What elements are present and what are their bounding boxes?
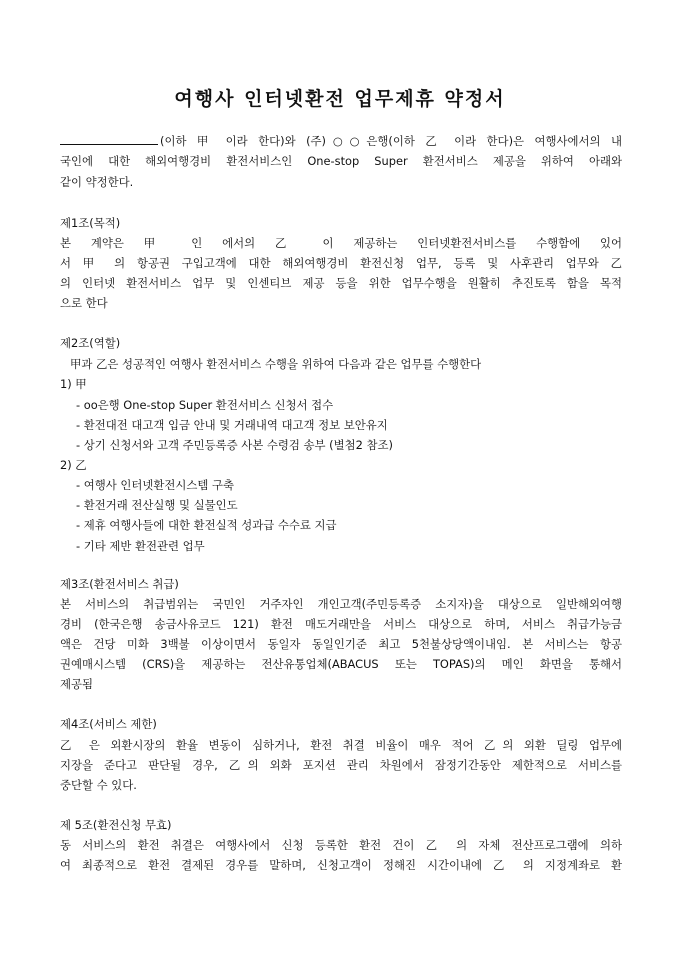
party-name-blank [60, 133, 158, 145]
article4-line-3: 중단할 수 있다. [60, 778, 137, 792]
article2-party1-item: - oo은행 One-stop Super 환전서비스 신청서 접수 [76, 398, 334, 412]
intro-line-1-text: (이하 甲 이라 한다)와 (주)○○은행(이하 乙 이라 한다)은 여행사에서의 내 [160, 134, 622, 148]
article3-line-1: 본 서비스의 취급범위는 국민인 거주자인 개인고객(주민등록증 소지자)을 대상으로 일반해외여행 [60, 597, 622, 611]
intro-line-3: 같이 약정한다. [60, 175, 134, 189]
article2-intro: 甲과 乙은 성공적인 여행사 환전서비스 수행을 위하여 다음과 같은 업무를 수행한다 [70, 357, 482, 371]
article2-party2-item: - 여행사 인터넷환전시스템 구축 [76, 478, 235, 492]
article3-line-5: 제공됨 [60, 677, 94, 691]
article4-heading: 제4조(서비스 제한) [60, 717, 157, 731]
article3-line-4: 권예매시스템 (CRS)을 제공하는 전산유통업체(ABACUS 또는 TOPAS)의 메인 화면을 통해서 [60, 657, 622, 671]
article1-heading: 제1조(목적) [60, 216, 121, 230]
article5-line-2: 여 최종적으로 환전 결제된 경우를 말하며, 신청고객이 정해진 시간이내에 乙 의 지정계좌로 환 [60, 858, 622, 872]
article2-party2-item: - 기타 제반 환전관련 업무 [76, 539, 205, 553]
intro-line-1 [60, 133, 622, 148]
article4-line-1: 乙 은 외환시장의 환율 변동이 심하거나, 환전 취결 비율이 매우 적어 乙의 외환 딜링 업무에 [60, 738, 622, 752]
intro-line-2: 국인에 대한 해외여행경비 환전서비스인 One-stop Super 환전서비스 제공을 위하여 아래와 [60, 154, 622, 168]
article5-heading: 제 5조(환전신청 무효) [60, 818, 172, 832]
article2-heading: 제2조(역할) [60, 336, 121, 350]
article2-party1-item: - 상기 신청서와 고객 주민등록증 사본 수령검 송부 (별첨2 참조) [76, 438, 393, 452]
article1-line-3: 의 인터넷 환전서비스 업무 및 인센티브 제공 등을 위한 업무수행을 원활히 추진토록 함을 목적 [60, 276, 622, 290]
document-title: 여행사 인터넷환전 업무제휴 약정서 [174, 88, 506, 110]
article2-party1-item: - 환전대전 대고객 입금 안내 및 거래내역 대고객 정보 보안유지 [76, 418, 388, 432]
article2-party1-label: 1) 甲 [60, 377, 87, 391]
article3-line-3: 액은 건당 미화 3백불 이상이면서 동일자 동일인기준 최고 5천불상당액이내임. 본 서비스는 항공 [60, 637, 622, 651]
article2-party2-item: - 환전거래 전산실행 및 실물인도 [76, 498, 238, 512]
article5-line-1: 동 서비스의 환전 취결은 여행사에서 신청 등록한 환전 건이 乙 의 자체 전산프로그램에 의하 [60, 838, 622, 852]
article3-line-2: 경비 (한국은행 송금사유코드 121) 환전 매도거래만을 서비스 대상으로 하며, 서비스 취급가능금 [60, 617, 622, 631]
article2-party2-item: - 제휴 여행사들에 대한 환전실적 성과급 수수료 지급 [76, 518, 337, 532]
article3-heading: 제3조(환전서비스 취급) [60, 577, 179, 591]
article1-line-4: 으로 한다 [60, 296, 108, 310]
article1-line-2: 서 甲 의 항공권 구입고객에 대한 해외여행경비 환전신청 업무, 등록 및 사후관리 업무와 乙 [60, 256, 622, 270]
article2-party2-label: 2) 乙 [60, 458, 87, 472]
article4-line-2: 지장을 준다고 판단될 경우, 乙의 외화 포지션 관리 차원에서 잠정기간동안 제한적으로 서비스를 [60, 758, 622, 772]
article1-line-1: 본 계약은 甲 인 에서의 乙 이 제공하는 인터넷환전서비스를 수행함에 있어 [60, 236, 622, 250]
